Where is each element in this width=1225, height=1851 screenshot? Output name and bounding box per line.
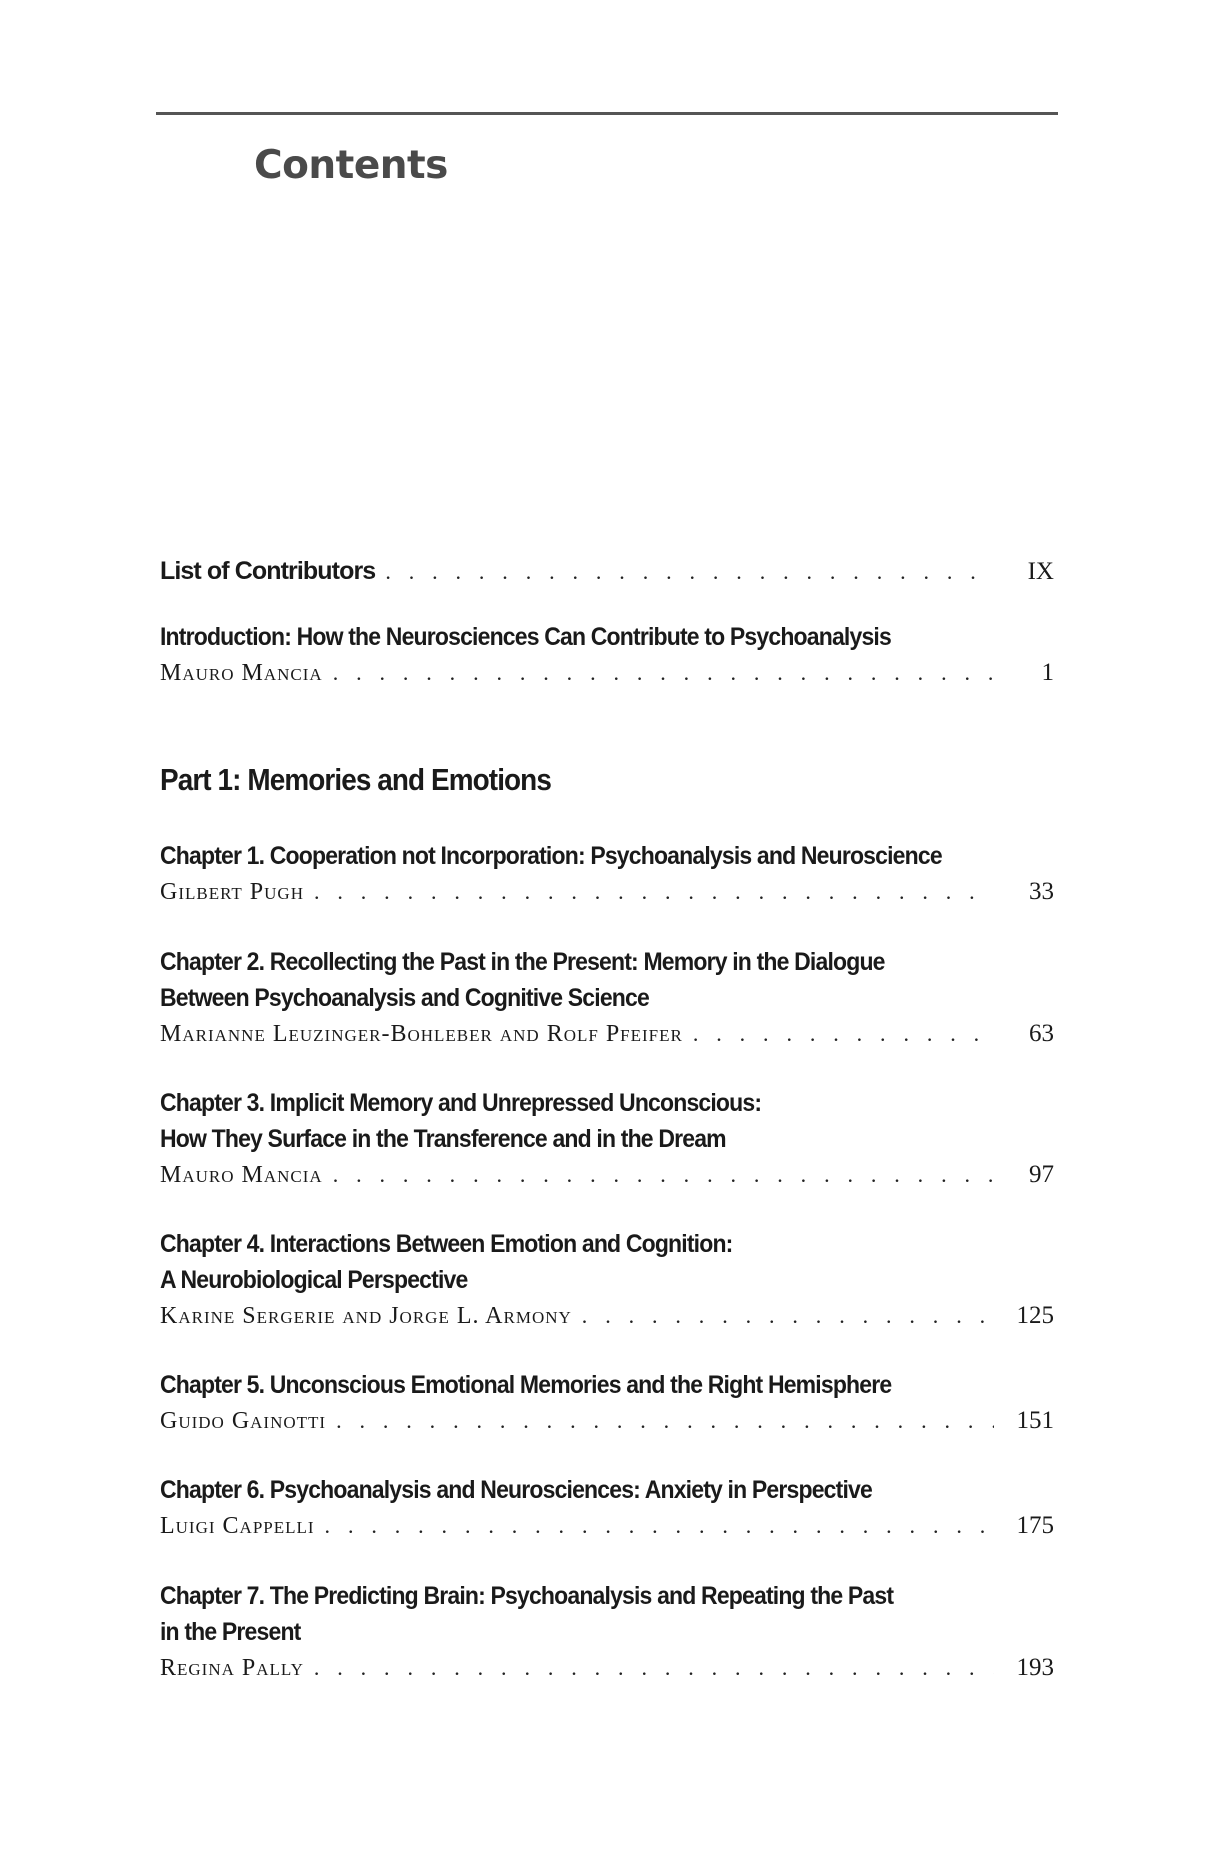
toc-page-number: 193 [1016, 1654, 1054, 1681]
dot-leader [333, 655, 994, 691]
toc-leader-line [160, 1016, 1054, 1052]
toc-entry-chapter-1[interactable] [160, 838, 1054, 910]
toc-page-number: 33 [1029, 878, 1054, 905]
toc-leader-line [160, 874, 1054, 910]
toc-leader-line [160, 1157, 1054, 1193]
toc-leader-line [160, 1298, 1054, 1334]
chapter-title-line: Chapter 6. Psychoanalysis and Neurosciences: Anxiety in Perspective [160, 1476, 872, 1504]
chapter-title-line: A Neurobiological Perspective [160, 1266, 468, 1294]
toc-entry-author: Karine Sergerie and Jorge L. Armony [160, 1303, 572, 1329]
page-title: Contents [254, 143, 448, 188]
toc-page-number: 63 [1029, 1020, 1054, 1047]
toc-page-number: IX [1027, 558, 1054, 585]
toc-entry-author: Mauro Mancia [160, 1162, 323, 1188]
toc-entry-introduction[interactable] [160, 619, 1054, 691]
toc-page-number: 175 [1016, 1512, 1054, 1539]
dot-leader [582, 1298, 994, 1334]
toc-entry-title: List of Contributors [160, 557, 376, 585]
toc-entry-chapter-3[interactable] [160, 1085, 1054, 1193]
chapter-title-line: Chapter 2. Recollecting the Past in the Present: Memory in the Dialogue [160, 948, 885, 976]
chapter-title-line: Chapter 7. The Predicting Brain: Psychoanalysis and Repeating the Past [160, 1582, 894, 1610]
toc-leader-line [160, 655, 1054, 691]
toc-entry-author: Gilbert Pugh [160, 879, 304, 905]
toc-leader-line [160, 1508, 1054, 1544]
toc-page-number: 1 [1041, 659, 1054, 686]
dot-leader [693, 1016, 994, 1052]
toc-entry-chapter-2[interactable] [160, 944, 1054, 1052]
chapter-title-line: Chapter 1. Cooperation not Incorporation: Psychoanalysis and Neuroscience [160, 842, 942, 870]
toc-entry-author: Regina Pally [160, 1655, 304, 1681]
toc-entry-chapter-7[interactable] [160, 1578, 1054, 1686]
dot-leader [385, 554, 994, 590]
toc-page-number: 97 [1029, 1161, 1054, 1188]
toc-entry-author: Mauro Mancia [160, 660, 323, 686]
toc-entry-author: Luigi Cappelli [160, 1513, 315, 1539]
toc-page-number: 151 [1016, 1407, 1054, 1434]
chapter-title-line: Between Psychoanalysis and Cognitive Science [160, 984, 649, 1012]
toc-leader-line [160, 553, 1054, 589]
dot-leader [314, 874, 994, 910]
toc-page-number: 125 [1016, 1302, 1054, 1329]
toc-entry-author: Marianne Leuzinger-Bohleber and Rolf Pfeifer [160, 1021, 683, 1047]
chapter-title-line: Chapter 4. Interactions Between Emotion and Cognition: [160, 1230, 733, 1258]
toc-entry-title: Introduction: How the Neurosciences Can Contribute to Psychoanalysis [160, 623, 891, 651]
chapter-title-line: Chapter 5. Unconscious Emotional Memories and the Right Hemisphere [160, 1371, 892, 1399]
part-heading: Part 1: Memories and Emotions [160, 762, 551, 797]
chapter-title-line: How They Surface in the Transference and in the Dream [160, 1125, 726, 1153]
top-rule [156, 112, 1058, 115]
toc-entry-chapter-4[interactable] [160, 1226, 1054, 1334]
dot-leader [314, 1650, 994, 1686]
toc-entry-contributors[interactable] [160, 553, 1054, 589]
chapter-title-line: in the Present [160, 1618, 301, 1646]
toc-entry-author: Guido Gainotti [160, 1408, 327, 1434]
dot-leader [333, 1157, 994, 1193]
toc-leader-line [160, 1650, 1054, 1686]
dot-leader [325, 1508, 994, 1544]
toc-leader-line [160, 1403, 1054, 1439]
toc-entry-chapter-5[interactable] [160, 1367, 1054, 1439]
dot-leader [336, 1403, 994, 1439]
chapter-title-line: Chapter 3. Implicit Memory and Unrepressed Unconscious: [160, 1089, 762, 1117]
toc-entry-chapter-6[interactable] [160, 1472, 1054, 1544]
